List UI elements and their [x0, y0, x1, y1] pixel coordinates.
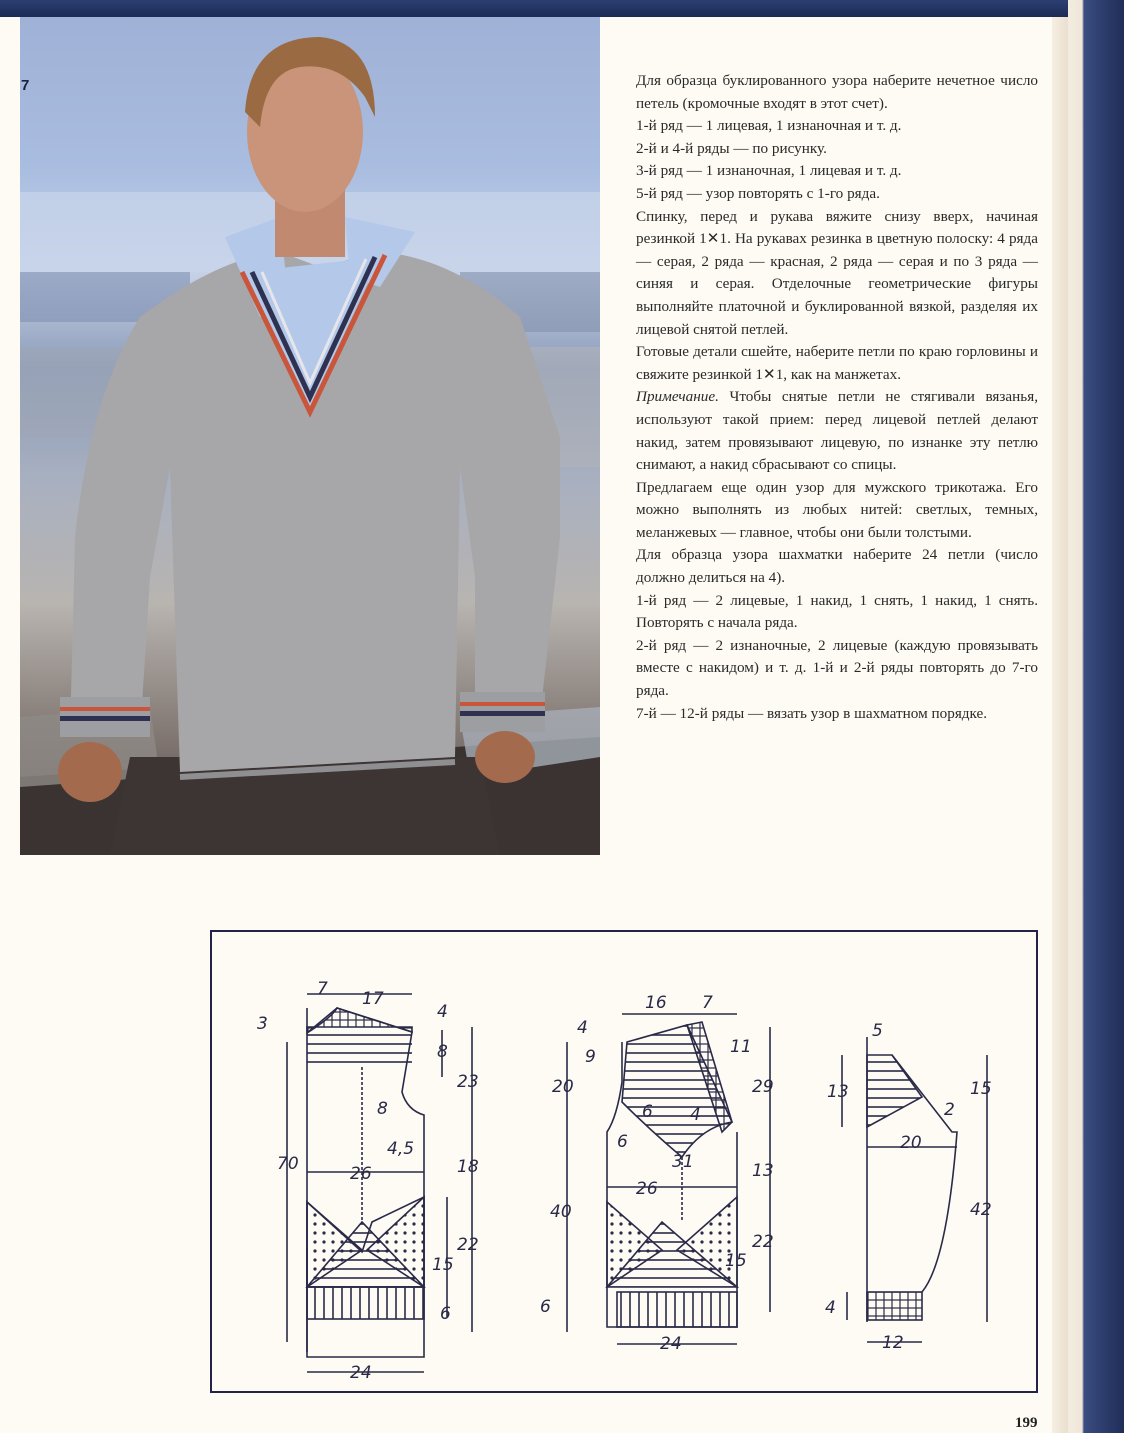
back-dim-24: 24 [350, 1363, 372, 1383]
back-dim-17: 17 [362, 989, 384, 1009]
pattern-diagram-frame [210, 930, 1038, 1393]
sleeve-dim-4: 4 [825, 1298, 836, 1318]
book-spine [1068, 0, 1124, 1433]
sleeve-dim-15: 15 [970, 1079, 992, 1099]
paragraph-checker-row-2: 2-й ряд — 2 изнаночные, 2 лицевые (каждую провязывать вместе с накидом) и т. д. 1-й и 2-й ряды повторять до 7-го ряда. [636, 636, 1038, 700]
paragraph-finishing: Готовые детали сшейте, наберите петли по краю горловины и свяжите резинкой 1✕1, как на манжетах. [636, 343, 1038, 383]
front-dim-11: 11 [730, 1037, 752, 1057]
book-binding-top [0, 0, 1124, 17]
front-dim-7: 7 [702, 993, 713, 1013]
front-dim-24: 24 [660, 1334, 682, 1354]
paragraph-row-3: 3-й ряд — 1 изнаночная, 1 лицевая и т. д. [636, 162, 902, 180]
sleeve-dim-5: 5 [872, 1021, 883, 1041]
back-dim-4: 4 [437, 1002, 448, 1022]
back-dim-7: 7 [317, 979, 328, 999]
note-label: Примечание. [636, 388, 719, 406]
back-dim-6: 6 [440, 1304, 451, 1324]
front-dim-4: 4 [577, 1018, 588, 1038]
note-text: Чтобы снятые петли не стягивали вязанья, используют такой прием: перед лицевой петлей делают накид, затем провязывают лицевую, по изнанке эту петлю снимают, а накид сбрасывают со спицы. [636, 388, 1038, 474]
sleeve-dim-2: 2 [944, 1100, 955, 1120]
pattern-schematics [212, 932, 1040, 1395]
back-dim-22: 22 [457, 1235, 479, 1255]
back-dim-18: 18 [457, 1157, 479, 1177]
sleeve-piece [842, 1037, 987, 1342]
front-dim-6a: 6 [642, 1102, 653, 1122]
sleeve-dim-13: 13 [827, 1082, 849, 1102]
front-dim-20: 20 [552, 1077, 574, 1097]
figure-number: 7 [21, 77, 30, 94]
paragraph-row-5: 5-й ряд — узор повторять с 1-го ряда. [636, 184, 880, 202]
photo-illustration [20, 17, 600, 855]
front-dim-6b: 6 [617, 1132, 628, 1152]
sleeve-dim-12: 12 [882, 1333, 904, 1353]
page-edge [1052, 17, 1068, 1433]
front-dim-9: 9 [585, 1047, 596, 1067]
front-dim-40: 40 [550, 1202, 572, 1222]
back-dim-8b: 8 [377, 1099, 388, 1119]
front-dim-15: 15 [725, 1251, 747, 1271]
back-dim-26: 26 [350, 1164, 372, 1184]
paragraph-checker-intro: Для образца узора шахматки наберите 24 петли (число должно делиться на 4). [636, 546, 1038, 587]
page-number: 199 [1015, 1415, 1038, 1431]
paragraph-alt-pattern: Предлагаем еще один узор для мужского трикотажа. Его можно выполнять из любых нитей: светлых, темных, меланжевых — главное, чтобы они были толстыми. [636, 478, 1038, 541]
back-dim-8a: 8 [437, 1042, 448, 1062]
back-dim-3: 3 [257, 1014, 268, 1034]
front-dim-6c: 6 [540, 1297, 551, 1317]
paragraph-pattern-intro: Для образца буклированного узора наберите нечетное число петель (кромочные входят в этот счет). [636, 72, 1038, 112]
front-dim-13: 13 [752, 1161, 774, 1181]
paragraph-note [636, 386, 1038, 476]
instructions-text [636, 70, 1038, 725]
front-piece [567, 1014, 770, 1344]
front-dim-16: 16 [645, 993, 667, 1013]
sleeve-dim-42: 42 [970, 1200, 992, 1220]
paragraph-checker-row-1: 1-й ряд — 2 лицевые, 1 накид, 1 снять, 1 накид, 1 снять. Повторять с начала ряда. [636, 591, 1038, 632]
back-dim-15: 15 [432, 1255, 454, 1275]
front-dim-31: 31 [672, 1152, 694, 1172]
back-dim-23: 23 [457, 1072, 479, 1092]
sleeve-dim-20: 20 [900, 1133, 922, 1153]
paragraph-assembly: Спинку, перед и рукава вяжите снизу вверх, начиная резинкой 1✕1. На рукавах резинка в цветную полоску: 4 ряда — серая, 2 ряда — красная, 2 ряда — серая и по 3 ряда — синяя и серая. Отделочные геометрические фигуры выполняйте платочной и буклированной вязкой, разделяя их лицевой снятой петлей. [636, 207, 1038, 338]
back-dim-4-5: 4,5 [387, 1139, 415, 1159]
back-dim-70: 70 [277, 1154, 299, 1174]
front-dim-29: 29 [752, 1077, 774, 1097]
paragraph-checker-row-7-12: 7-й — 12-й ряды — вязать узор в шахматном порядке. [636, 704, 988, 722]
paragraph-row-2-4: 2-й и 4-й ряды — по рисунку. [636, 139, 827, 157]
front-dim-26: 26 [636, 1179, 658, 1199]
paragraph-row-1: 1-й ряд — 1 лицевая, 1 изнаночная и т. д. [636, 117, 902, 135]
front-dim-22: 22 [752, 1232, 774, 1252]
sweater-photo [20, 17, 600, 855]
front-dim-4b: 4 [690, 1105, 701, 1125]
